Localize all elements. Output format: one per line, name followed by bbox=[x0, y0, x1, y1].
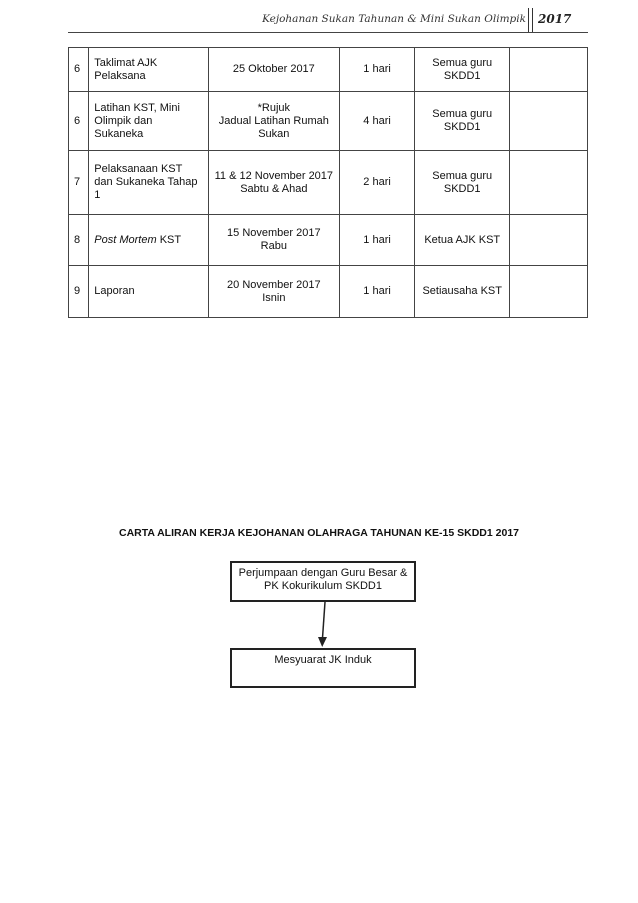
date-line: *Rujuk bbox=[257, 101, 291, 114]
row-number: 8 bbox=[69, 215, 89, 266]
table-row bbox=[69, 48, 588, 92]
date-line: Rabu bbox=[260, 240, 287, 252]
row-number: 7 bbox=[69, 151, 89, 215]
date-line: 11 & 12 November 2017 bbox=[214, 169, 334, 182]
activity-cell: Taklimat AJK Pelaksana bbox=[89, 48, 209, 92]
duration-cell: 4 hari bbox=[339, 92, 415, 151]
table-row bbox=[69, 215, 588, 266]
date-line: Jadual Latihan Rumah bbox=[218, 114, 329, 127]
date-line: Sabtu & Ahad bbox=[240, 182, 308, 195]
date-line: Sukan bbox=[258, 127, 290, 140]
activity-italic: Post Mortem bbox=[94, 233, 157, 246]
table-row bbox=[69, 266, 588, 318]
row-number: 9 bbox=[69, 266, 89, 318]
row-number: 6 bbox=[69, 48, 89, 92]
header-rule bbox=[68, 32, 588, 33]
row-number: 6 bbox=[69, 92, 89, 151]
remarks-cell bbox=[510, 48, 588, 92]
date-cell bbox=[208, 48, 339, 92]
duration-cell: 1 hari bbox=[339, 266, 415, 318]
header-separator bbox=[528, 8, 533, 32]
person-cell: Setiausaha KST bbox=[415, 266, 510, 318]
date-cell bbox=[208, 266, 339, 318]
activity-cell bbox=[89, 215, 209, 266]
table-row bbox=[69, 151, 588, 215]
date-cell bbox=[208, 92, 339, 151]
person-cell: Semua guru SKDD1 bbox=[415, 92, 510, 151]
date-cell bbox=[208, 215, 339, 266]
activity-cell: Pelaksanaan KST dan Sukaneka Tahap 1 bbox=[89, 151, 209, 215]
person-cell: Semua guru SKDD1 bbox=[415, 151, 510, 215]
header-year: 2017 bbox=[538, 12, 572, 26]
flow-box-meeting-headmaster: Perjumpaan dengan Guru Besar & PK Kokurikulum SKDD1 bbox=[230, 561, 416, 602]
remarks-cell bbox=[510, 151, 588, 215]
activity-cell: Latihan KST, Mini Olimpik dan Sukaneka bbox=[89, 92, 209, 151]
person-cell: Ketua AJK KST bbox=[415, 215, 510, 266]
date-line: 20 November 2017 bbox=[227, 278, 321, 291]
date-cell bbox=[208, 151, 339, 215]
activity-rest: KST bbox=[156, 233, 182, 246]
table-row bbox=[69, 92, 588, 151]
person-cell: Semua guru SKDD1 bbox=[415, 48, 510, 92]
remarks-cell bbox=[510, 215, 588, 266]
remarks-cell bbox=[510, 266, 588, 318]
duration-cell: 2 hari bbox=[339, 151, 415, 215]
date-line: 15 November 2017 bbox=[227, 227, 321, 239]
remarks-cell bbox=[510, 92, 588, 151]
date-line: 25 Oktober 2017 bbox=[232, 63, 315, 75]
duration-cell: 1 hari bbox=[339, 48, 415, 92]
flow-arrow-down-icon bbox=[310, 600, 340, 650]
activity-cell: Laporan bbox=[89, 266, 209, 318]
date-line: Isnin bbox=[262, 291, 286, 304]
schedule-table bbox=[68, 47, 588, 318]
flowchart-title: CARTA ALIRAN KERJA KEJOHANAN OLAHRAGA TAHUNAN KE-15 SKDD1 2017 bbox=[118, 527, 519, 539]
page-header bbox=[0, 8, 638, 32]
header-title: Kejohanan Sukan Tahunan & Mini Sukan Olimpik bbox=[262, 13, 526, 25]
flow-box-jk-induk-meeting: Mesyuarat JK Induk bbox=[230, 648, 416, 688]
duration-cell: 1 hari bbox=[339, 215, 415, 266]
